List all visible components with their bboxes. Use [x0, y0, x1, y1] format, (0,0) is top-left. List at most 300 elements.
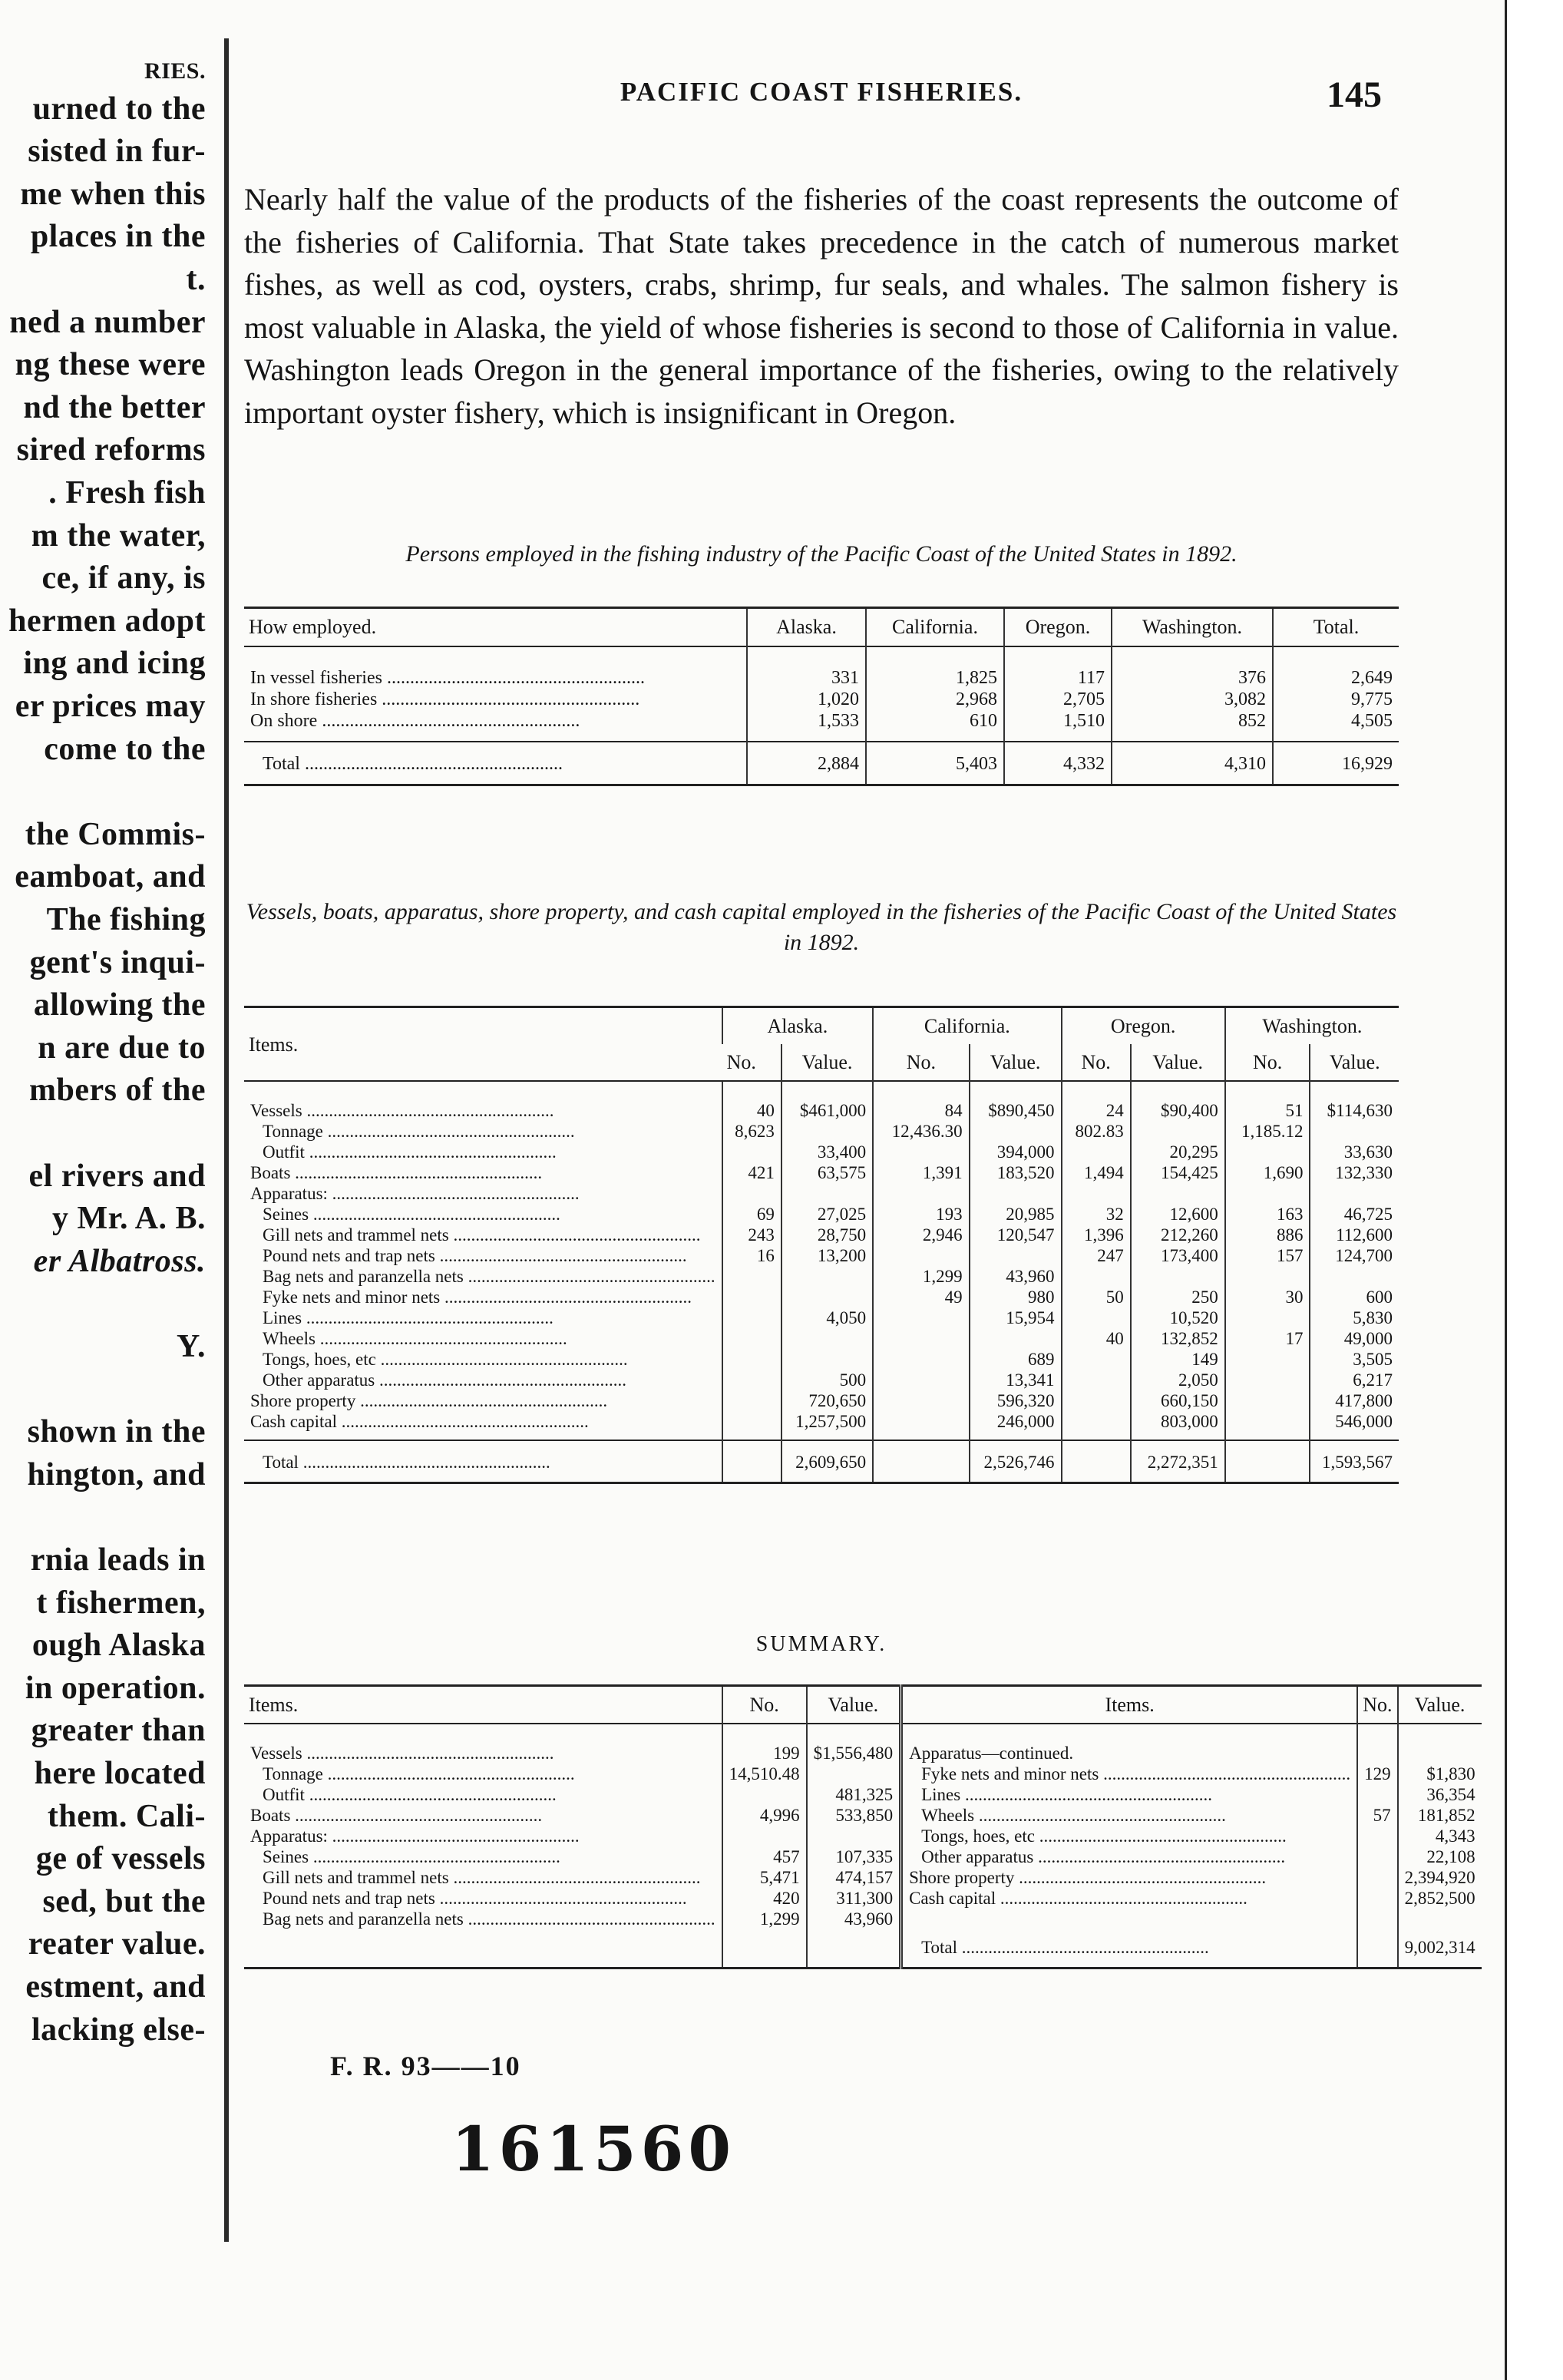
total-cell	[1062, 1440, 1131, 1483]
table-cell: 1,257,500	[782, 1411, 873, 1440]
running-head: PACIFIC COAST FISHERIES.	[620, 77, 1023, 107]
row-label-text: In shore fisheries .....	[250, 689, 740, 710]
table-cell: 376	[1112, 646, 1273, 689]
table-cell: 33,400	[782, 1142, 873, 1162]
table-cell: 1,185.12	[1225, 1121, 1310, 1142]
table-cell: 43,960	[970, 1266, 1062, 1287]
table-cell: 40	[722, 1081, 782, 1121]
table-cell: 163	[1225, 1204, 1310, 1225]
row-label-text: Boats .....	[250, 1162, 715, 1183]
table-cell	[722, 1784, 807, 1805]
table-cell: 13,341	[970, 1370, 1062, 1390]
table-cell	[722, 1390, 782, 1411]
left-column-line: nd the better	[23, 389, 206, 425]
table-cell: 50	[1062, 1287, 1131, 1307]
left-column-line: places in the	[30, 219, 206, 255]
table-row	[244, 1846, 1482, 1867]
table-row	[244, 710, 1399, 742]
table-cell: 1,299	[873, 1266, 969, 1287]
table-cell	[873, 1142, 969, 1162]
table-cell: 2,050	[1131, 1370, 1225, 1390]
table-cell	[1062, 1183, 1131, 1204]
table-cell	[873, 1328, 969, 1349]
table-cell: 421	[722, 1162, 782, 1183]
col-header-no-left: No.	[722, 1686, 807, 1724]
row-label-text: Apparatus: .....	[250, 1183, 715, 1204]
left-column-line: allowing the	[33, 987, 206, 1023]
row-label	[244, 689, 747, 710]
row-label-text: Apparatus: .....	[250, 1826, 715, 1846]
table-cell: 28,750	[782, 1225, 873, 1245]
table-cell: 1,299	[722, 1909, 807, 1929]
table-cell	[1225, 1390, 1310, 1411]
table-cell: 157	[1225, 1245, 1310, 1266]
row-label	[244, 1888, 722, 1909]
table-cell	[722, 1411, 782, 1440]
persons-employed-table	[244, 607, 1399, 786]
table-cell	[1062, 1142, 1131, 1162]
adjacent-page-column	[0, 0, 215, 2380]
row-label	[244, 1142, 722, 1162]
left-column-line: gent's inqui-	[29, 944, 206, 980]
row-label-text: Fyke nets and minor nets .....	[263, 1287, 715, 1307]
row-label-text: Bag nets and paranzella nets .....	[263, 1909, 715, 1929]
table-cell: 124,700	[1310, 1245, 1399, 1266]
table-cell: 57	[1357, 1805, 1398, 1826]
table-cell: 27,025	[782, 1204, 873, 1225]
table-cell	[782, 1121, 873, 1142]
left-column-line: hermen adopt	[8, 603, 206, 639]
table-row	[244, 1307, 1399, 1328]
total-cell: 5,403	[866, 742, 1004, 785]
row-label	[901, 1805, 1358, 1826]
table-cell: 1,533	[747, 710, 866, 742]
table-cell: 5,471	[722, 1867, 807, 1888]
left-column-line: estment, and	[25, 1969, 206, 2005]
left-column-line: ough Alaska	[31, 1628, 206, 1664]
table-cell: 4,996	[722, 1805, 807, 1826]
table-cell	[807, 1764, 901, 1784]
table-cell	[1062, 1411, 1131, 1440]
table-cell: 117	[1004, 646, 1112, 689]
table-cell	[873, 1370, 969, 1390]
table-cell: 22,108	[1398, 1846, 1482, 1867]
table-cell: 149	[1131, 1349, 1225, 1370]
table-cell: 1,510	[1004, 710, 1112, 742]
table-cell: 2,852,500	[1398, 1888, 1482, 1909]
table-cell: 199	[722, 1724, 807, 1764]
row-label-text: Other apparatus .....	[263, 1370, 715, 1390]
total-cell: 1,593,567	[1310, 1440, 1399, 1483]
table-cell: 852	[1112, 710, 1273, 742]
left-column-line: reater value.	[28, 1926, 206, 1962]
table-cell: 112,600	[1310, 1225, 1399, 1245]
table-cell: 43,960	[807, 1909, 901, 1929]
table-cell	[1225, 1183, 1310, 1204]
table-cell	[1062, 1266, 1131, 1287]
table-cell: 1,690	[1225, 1162, 1310, 1183]
table-cell	[1225, 1349, 1310, 1370]
table-row	[244, 1784, 1482, 1805]
col-header-value-left: Value.	[807, 1686, 901, 1724]
table-cell: 212,260	[1131, 1225, 1225, 1245]
row-label	[901, 1867, 1358, 1888]
table-cell: 6,217	[1310, 1370, 1399, 1390]
row-label	[244, 1826, 722, 1846]
table-row	[244, 1162, 1399, 1183]
table-cell: 2,705	[1004, 689, 1112, 710]
row-label	[901, 1909, 1358, 1929]
row-label	[244, 1245, 722, 1266]
row-label	[244, 1328, 722, 1349]
table-row	[244, 1888, 1482, 1909]
table-cell: 1,391	[873, 1162, 969, 1183]
left-column-line: the Commis-	[25, 816, 206, 852]
table-cell	[807, 1929, 901, 1968]
total-row	[244, 1440, 1399, 1483]
table-row	[244, 1867, 1482, 1888]
table-cell: 30	[1225, 1287, 1310, 1307]
table-cell	[1225, 1307, 1310, 1328]
col-header-value-right: Value.	[1398, 1686, 1482, 1724]
table-cell: $90,400	[1131, 1081, 1225, 1121]
table-cell: $1,556,480	[807, 1724, 901, 1764]
table-row	[244, 1390, 1399, 1411]
table-row	[244, 1826, 1482, 1846]
table-cell: 596,320	[970, 1390, 1062, 1411]
table-row	[244, 1287, 1399, 1307]
total-label-text: Total .....	[263, 1452, 715, 1473]
col-header-alaska: Alaska.	[747, 608, 866, 647]
table-cell	[722, 1307, 782, 1328]
table-cell	[722, 1349, 782, 1370]
left-column-line: n are due to	[38, 1030, 206, 1066]
left-column-line: urned to the	[32, 91, 206, 127]
table-cell: 533,850	[807, 1805, 901, 1826]
table-cell: 183,520	[970, 1162, 1062, 1183]
total-cell: 2,609,650	[782, 1440, 873, 1483]
col-header-value: Value.	[970, 1044, 1062, 1081]
row-label	[244, 1081, 722, 1121]
total-cell: 4,332	[1004, 742, 1112, 785]
table-cell	[1357, 1909, 1398, 1929]
left-column-line: lacking else-	[31, 2011, 206, 2048]
col-header-no-right: No.	[1357, 1686, 1398, 1724]
row-label	[901, 1764, 1358, 1784]
table-cell	[1062, 1307, 1131, 1328]
table-cell: 63,575	[782, 1162, 873, 1183]
table-row	[244, 1909, 1482, 1929]
table-cell	[873, 1349, 969, 1370]
table-cell: 802.83	[1062, 1121, 1131, 1142]
table-cell: 32	[1062, 1204, 1131, 1225]
row-label	[244, 1909, 722, 1929]
table-cell: 9,775	[1273, 689, 1399, 710]
left-column-line: hington, and	[27, 1456, 206, 1492]
row-label	[244, 1204, 722, 1225]
table-cell: 51	[1225, 1081, 1310, 1121]
row-label	[901, 1888, 1358, 1909]
page-gutter	[224, 38, 229, 2242]
row-label-text: Wheels .....	[263, 1328, 715, 1349]
row-label-text: Wheels .....	[921, 1805, 1350, 1826]
table-cell: 10,520	[1131, 1307, 1225, 1328]
total-cell: 2,884	[747, 742, 866, 785]
left-column-line: ing and icing	[23, 646, 206, 682]
total-cell	[722, 1440, 782, 1483]
col-header-items-left: Items.	[244, 1686, 722, 1724]
table-cell: 243	[722, 1225, 782, 1245]
left-column-line: el rivers and	[28, 1158, 206, 1194]
table-row	[244, 1805, 1482, 1826]
table-cell: 546,000	[1310, 1411, 1399, 1440]
table-cell: $461,000	[782, 1081, 873, 1121]
table-cell: 2,968	[866, 689, 1004, 710]
total-cell	[873, 1440, 969, 1483]
table-cell: 500	[782, 1370, 873, 1390]
table-cell: 49	[873, 1287, 969, 1307]
table-cell	[1398, 1724, 1482, 1764]
table-cell: 20,295	[1131, 1142, 1225, 1162]
row-label	[901, 1929, 1358, 1968]
table-cell	[1225, 1266, 1310, 1287]
left-column-line: t.	[186, 262, 206, 297]
left-column-line: them. Cali-	[47, 1798, 206, 1834]
table-cell: 132,330	[1310, 1162, 1399, 1183]
table-row	[244, 689, 1399, 710]
col-header-no: No.	[1062, 1044, 1131, 1081]
left-column-line: eamboat, and	[15, 859, 206, 895]
table-cell: 4,343	[1398, 1826, 1482, 1846]
left-column-line: sisted in fur-	[28, 134, 206, 170]
row-label-text: Bag nets and paranzella nets .....	[263, 1266, 715, 1287]
table-cell: 3,505	[1310, 1349, 1399, 1370]
row-label-text: On shore .....	[250, 710, 740, 732]
table-cell	[782, 1349, 873, 1370]
table-cell: 36,354	[1398, 1784, 1482, 1805]
row-label	[244, 710, 747, 742]
table-cell	[807, 1826, 901, 1846]
col-header-items-right: Items.	[901, 1686, 1358, 1724]
row-label-text: In vessel fisheries .....	[250, 667, 740, 689]
table-row	[244, 1724, 1482, 1764]
vessels-table-caption: Vessels, boats, apparatus, shore property, and cash capital employed in the fisheries of the Pacific Coast of the United States in 1892.	[246, 899, 1397, 955]
row-label	[244, 1805, 722, 1826]
row-label	[901, 1826, 1358, 1846]
table-cell	[722, 1370, 782, 1390]
table-cell: 481,325	[807, 1784, 901, 1805]
table-cell	[1357, 1846, 1398, 1867]
table-cell	[970, 1121, 1062, 1142]
col-header-total: Total.	[1273, 608, 1399, 647]
summary-title: SUMMARY.	[755, 1632, 887, 1656]
table-cell: 610	[866, 710, 1004, 742]
table-cell: 720,650	[782, 1390, 873, 1411]
left-column-line: t fishermen,	[36, 1585, 206, 1621]
col-header-items: Items.	[244, 1007, 722, 1082]
row-label-text: Tongs, hoes, etc .....	[263, 1349, 715, 1370]
table-cell	[1131, 1266, 1225, 1287]
col-header-washington: Washington.	[1112, 608, 1273, 647]
signature-mark: F. R. 93——10	[330, 2051, 521, 2081]
table-cell: 9,002,314	[1398, 1929, 1482, 1968]
total-cell: 16,929	[1273, 742, 1399, 785]
table-cell	[873, 1307, 969, 1328]
row-label	[244, 646, 747, 689]
table-cell: 24	[1062, 1081, 1131, 1121]
table-cell: 181,852	[1398, 1805, 1482, 1826]
summary-table	[244, 1684, 1482, 1969]
total-label	[244, 742, 747, 785]
left-column-line: shown in the	[27, 1414, 206, 1450]
left-column-line: sired reforms	[16, 432, 206, 468]
table-cell: 173,400	[1131, 1245, 1225, 1266]
col-header-alaska: Alaska.	[722, 1007, 874, 1045]
row-label	[244, 1266, 722, 1287]
table-cell	[970, 1328, 1062, 1349]
table-cell: 12,600	[1131, 1204, 1225, 1225]
row-label-text: Apparatus—continued.	[909, 1744, 1074, 1763]
left-column-line: mbers of the	[29, 1073, 206, 1109]
table-cell: 1,494	[1062, 1162, 1131, 1183]
table-cell: 2,649	[1273, 646, 1399, 689]
table-cell: 247	[1062, 1245, 1131, 1266]
table-cell	[1357, 1724, 1398, 1764]
table-cell	[1398, 1909, 1482, 1929]
col-header-oregon: Oregon.	[1062, 1007, 1225, 1045]
left-column-line: . Fresh fish	[48, 475, 206, 511]
total-cell: 4,310	[1112, 742, 1273, 785]
row-label-text: Tonnage .....	[263, 1764, 715, 1784]
row-label	[244, 1929, 722, 1968]
table-row	[244, 1370, 1399, 1390]
row-label	[244, 1370, 722, 1390]
table-cell: 129	[1357, 1764, 1398, 1784]
row-label-text: Fyke nets and minor nets .....	[921, 1764, 1350, 1784]
table-cell: 4,050	[782, 1307, 873, 1328]
table-cell	[722, 1266, 782, 1287]
total-label	[244, 1440, 722, 1483]
table-cell	[782, 1183, 873, 1204]
row-label	[244, 1121, 722, 1142]
table-cell	[782, 1328, 873, 1349]
table-cell: 2,394,920	[1398, 1867, 1482, 1888]
row-label	[901, 1846, 1358, 1867]
row-label	[244, 1287, 722, 1307]
table-row	[244, 1081, 1399, 1121]
table-cell: 40	[1062, 1328, 1131, 1349]
table-row	[244, 1121, 1399, 1142]
total-cell: 2,272,351	[1131, 1440, 1225, 1483]
col-header-no: No.	[873, 1044, 969, 1081]
table-cell: 1,396	[1062, 1225, 1131, 1245]
table-cell	[722, 1328, 782, 1349]
table-cell	[1310, 1183, 1399, 1204]
table-cell	[782, 1287, 873, 1307]
row-label	[244, 1390, 722, 1411]
table-cell: 886	[1225, 1225, 1310, 1245]
row-label-text: Seines .....	[263, 1846, 715, 1867]
table-cell: 420	[722, 1888, 807, 1909]
table-cell: 1,825	[866, 646, 1004, 689]
row-label	[244, 1846, 722, 1867]
intro-paragraph: Nearly half the value of the products of the fisheries of the coast represents the outcome of the fisheries of California. That State takes precedence in the catch of numerous market fishes, as well as cod, oysters, crabs, shrimp, fur seals, and whales. The salmon fishery is most valuable in Alaska, the yield of whose fisheries is second to those of California in value. Washington leads Oregon in the general importance of the fisheries, owing to the relatively important oyster fishery, which is insignificant in Oregon.	[244, 182, 1399, 430]
table-cell	[873, 1245, 969, 1266]
table-cell	[722, 1142, 782, 1162]
table-cell	[1357, 1867, 1398, 1888]
col-header-value: Value.	[1131, 1044, 1225, 1081]
table-cell: 250	[1131, 1287, 1225, 1307]
left-column-line: me when this	[20, 176, 206, 212]
table-row	[244, 1266, 1399, 1287]
left-column-line: greater than	[31, 1713, 206, 1749]
table-cell: 394,000	[970, 1142, 1062, 1162]
row-label-text: Gill nets and trammel nets .....	[263, 1867, 715, 1888]
table-cell	[970, 1245, 1062, 1266]
table-row	[244, 1142, 1399, 1162]
table-row	[244, 1225, 1399, 1245]
total-row	[244, 742, 1399, 785]
row-label	[244, 1724, 722, 1764]
left-column-line: Y.	[177, 1329, 206, 1364]
table-cell: 474,157	[807, 1867, 901, 1888]
persons-table-caption: Persons employed in the fishing industry of the Pacific Coast of the United States in 1892.	[405, 541, 1238, 567]
table-cell	[1062, 1390, 1131, 1411]
table-cell: 660,150	[1131, 1390, 1225, 1411]
left-column-line: ned a number	[9, 304, 206, 340]
row-label-text: Gill nets and trammel nets .....	[263, 1225, 715, 1245]
table-row	[244, 646, 1399, 689]
table-cell	[970, 1183, 1062, 1204]
table-cell	[873, 1183, 969, 1204]
table-cell	[1225, 1370, 1310, 1390]
table-cell: 13,200	[782, 1245, 873, 1266]
row-label-text: Cash capital .....	[909, 1888, 1350, 1909]
table-cell	[1357, 1929, 1398, 1968]
table-row	[244, 1764, 1482, 1784]
col-header-california: California.	[873, 1007, 1061, 1045]
row-label-text: Vessels .....	[250, 1743, 715, 1764]
row-label	[244, 1307, 722, 1328]
row-label-text: Vessels .....	[250, 1100, 715, 1121]
row-label	[244, 1225, 722, 1245]
left-column-line: ng these were	[15, 347, 206, 383]
row-label-text: Lines .....	[263, 1307, 715, 1328]
row-label-text: Seines .....	[263, 1204, 715, 1225]
accession-stamp: 161560	[451, 2113, 735, 2185]
table-cell: 193	[873, 1204, 969, 1225]
table-cell: 46,725	[1310, 1204, 1399, 1225]
table-cell	[1357, 1784, 1398, 1805]
total-label-text: Total .....	[263, 753, 740, 775]
table-cell	[1062, 1349, 1131, 1370]
page-number: 145	[1327, 74, 1382, 115]
table-cell: 689	[970, 1349, 1062, 1370]
table-cell	[722, 1929, 807, 1968]
table-cell: 120,547	[970, 1225, 1062, 1245]
table-cell: 8,623	[722, 1121, 782, 1142]
left-column-line: ge of vessels	[35, 1841, 206, 1877]
left-column-line: y Mr. A. B.	[52, 1201, 206, 1237]
table-cell	[722, 1826, 807, 1846]
left-column-line: RIES.	[144, 58, 206, 84]
row-label	[244, 1349, 722, 1370]
left-column-line: come to the	[44, 731, 206, 767]
table-cell: 331	[747, 646, 866, 689]
table-cell: $890,450	[970, 1081, 1062, 1121]
table-cell	[1062, 1370, 1131, 1390]
table-cell	[1357, 1826, 1398, 1846]
